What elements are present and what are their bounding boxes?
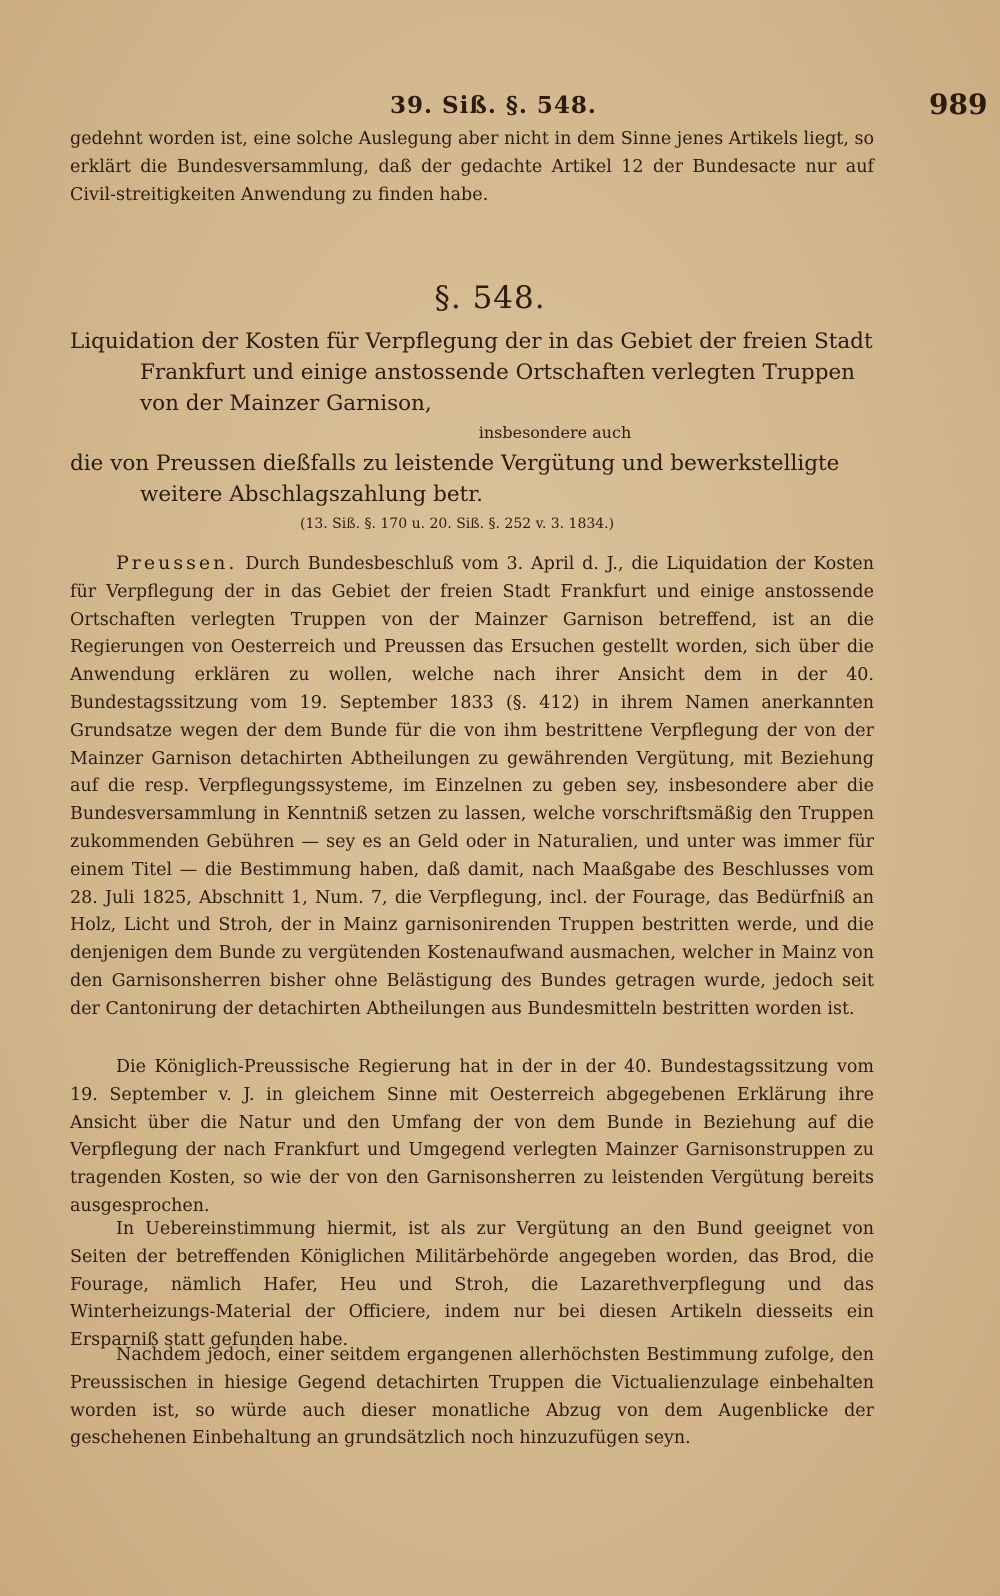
section-number: §. 548. xyxy=(434,280,546,316)
section-heading: Liquidation der Kosten für Verpflegung der in das Gebiet der freien Stadt Frankfurt und einige anstossende Ortschaften verlegten Truppen von der Mainzer Garnison, xyxy=(70,329,873,416)
paragraph-3: In Uebereinstimmung hiermit, ist als zur Vergütung an den Bund geeignet von Seiten der betreffenden Königlichen Militärbehörde angegeben worden, das Brod, die Fourage, nämlich Hafer, Heu und Stroh, die Lazarethverpflegung und das Winterheizungs-Material der Officiere, indem nur bei diesen Artikeln diesseits ein Ersparniß statt gefunden habe. xyxy=(70,1219,874,1351)
section-title-block xyxy=(70,280,890,532)
page-header xyxy=(0,88,1000,126)
paragraph-1 xyxy=(70,550,874,1024)
paragraph-2: Die Königlich-Preussische Regierung hat in der in der 40. Bundestagssitzung vom 19. September v. J. in gleichem Sinne mit Oesterreich abgegebenen Erklärung ihre Ansicht über die Natur und den Umfang der von dem Bunde in Beziehung auf die Verpflegung der nach Frankfurt und Umgegend verlegten Mainzer Garnisonstruppen zu tragenden Kosten, so wie der von den Garnisonsherren zu leistenden Vergütung bereits ausgesprochen. xyxy=(70,1057,874,1216)
section-subheading: insbesondere auch xyxy=(478,423,632,442)
running-head: 39. Siß. §. 548. xyxy=(390,92,597,119)
section-reference: (13. Siß. §. 170 u. 20. Siß. §. 252 v. 3. 1834.) xyxy=(300,516,615,532)
paragraph-4: Nachdem jedoch, einer seitdem ergangenen allerhöchsten Bestimmung zufolge, den Preussischen in hiesige Gegend detachirten Truppen die Victualienzulage einbehalten worden ist, so würde auch dieser monatliche Abzug von dem Augenblicke der geschehenen Einbehaltung an grundsätzlich noch hinzuzufügen seyn. xyxy=(70,1345,874,1449)
section-heading-continued: die von Preussen dießfalls zu leistende Vergütung und bewerkstelligte weitere Abschlagszahlung betr. xyxy=(70,451,840,507)
paragraph-1-lead: Preussen. xyxy=(116,552,238,574)
paragraph-1-text: Durch Bundesbeschluß vom 3. April d. J., die Liquidation der Kosten für Verpflegung der in das Gebiet der freien Stadt Frankfurt und einige anstossende Ortschaften verlegten Truppen von der Mainzer Garnison betreffend, ist an die Regierungen von Oesterreich und Preussen das Ersuchen gestellt worden, sich über die Anwendung erklären zu wollen, welche nach ihrer Ansicht dem in der 40. Bundestagssitzung vom 19. September 1833 (§. 412) in ihrem Namen anerkannten Grundsatze wegen der dem Bunde für die von ihm bestrittene Verpflegung der von der Mainzer Garnison detachirten Abtheilungen zu gewährenden Vergütung, mit Beziehung auf die resp. Verpflegungssysteme, im Einzelnen zu geben sey, insbesondere aber die Bundesversammlung in Kenntniß setzen zu lassen, welche vorschriftsmäßig den Truppen zukommenden Gebühren — sey es an Geld oder in Naturalien, und unter was immer für einem Titel — die Bestimmung haben, daß damit, nach Maaßgabe des Beschlusses vom 28. Juli 1825, Abschnitt 1, Num. 7, die Verpflegung, incl. der Fourage, das Bedürfniß an Holz, Licht und Stroh, der in Mainz garnisonirenden Truppen bestritten werde, und die denjenigen dem Bunde zu vergütenden Kostenaufwand ausmachen, welcher in Mainz von den Garnisonsherren bisher ohne Belästigung des Bundes getragen wurde, jedoch seit der Cantonirung der detachirten Abtheilungen aus Bundesmitteln bestritten worden ist. xyxy=(70,554,874,1019)
intro-paragraph: gedehnt worden ist, eine solche Auslegung aber nicht in dem Sinne jenes Artikels liegt, so erklärt die Bundesversammlung, daß der gedachte Artikel 12 der Bundesacte nur auf Civil-streitigkeiten Anwendung zu finden habe. xyxy=(70,129,874,205)
page-number: 989 xyxy=(929,88,988,121)
